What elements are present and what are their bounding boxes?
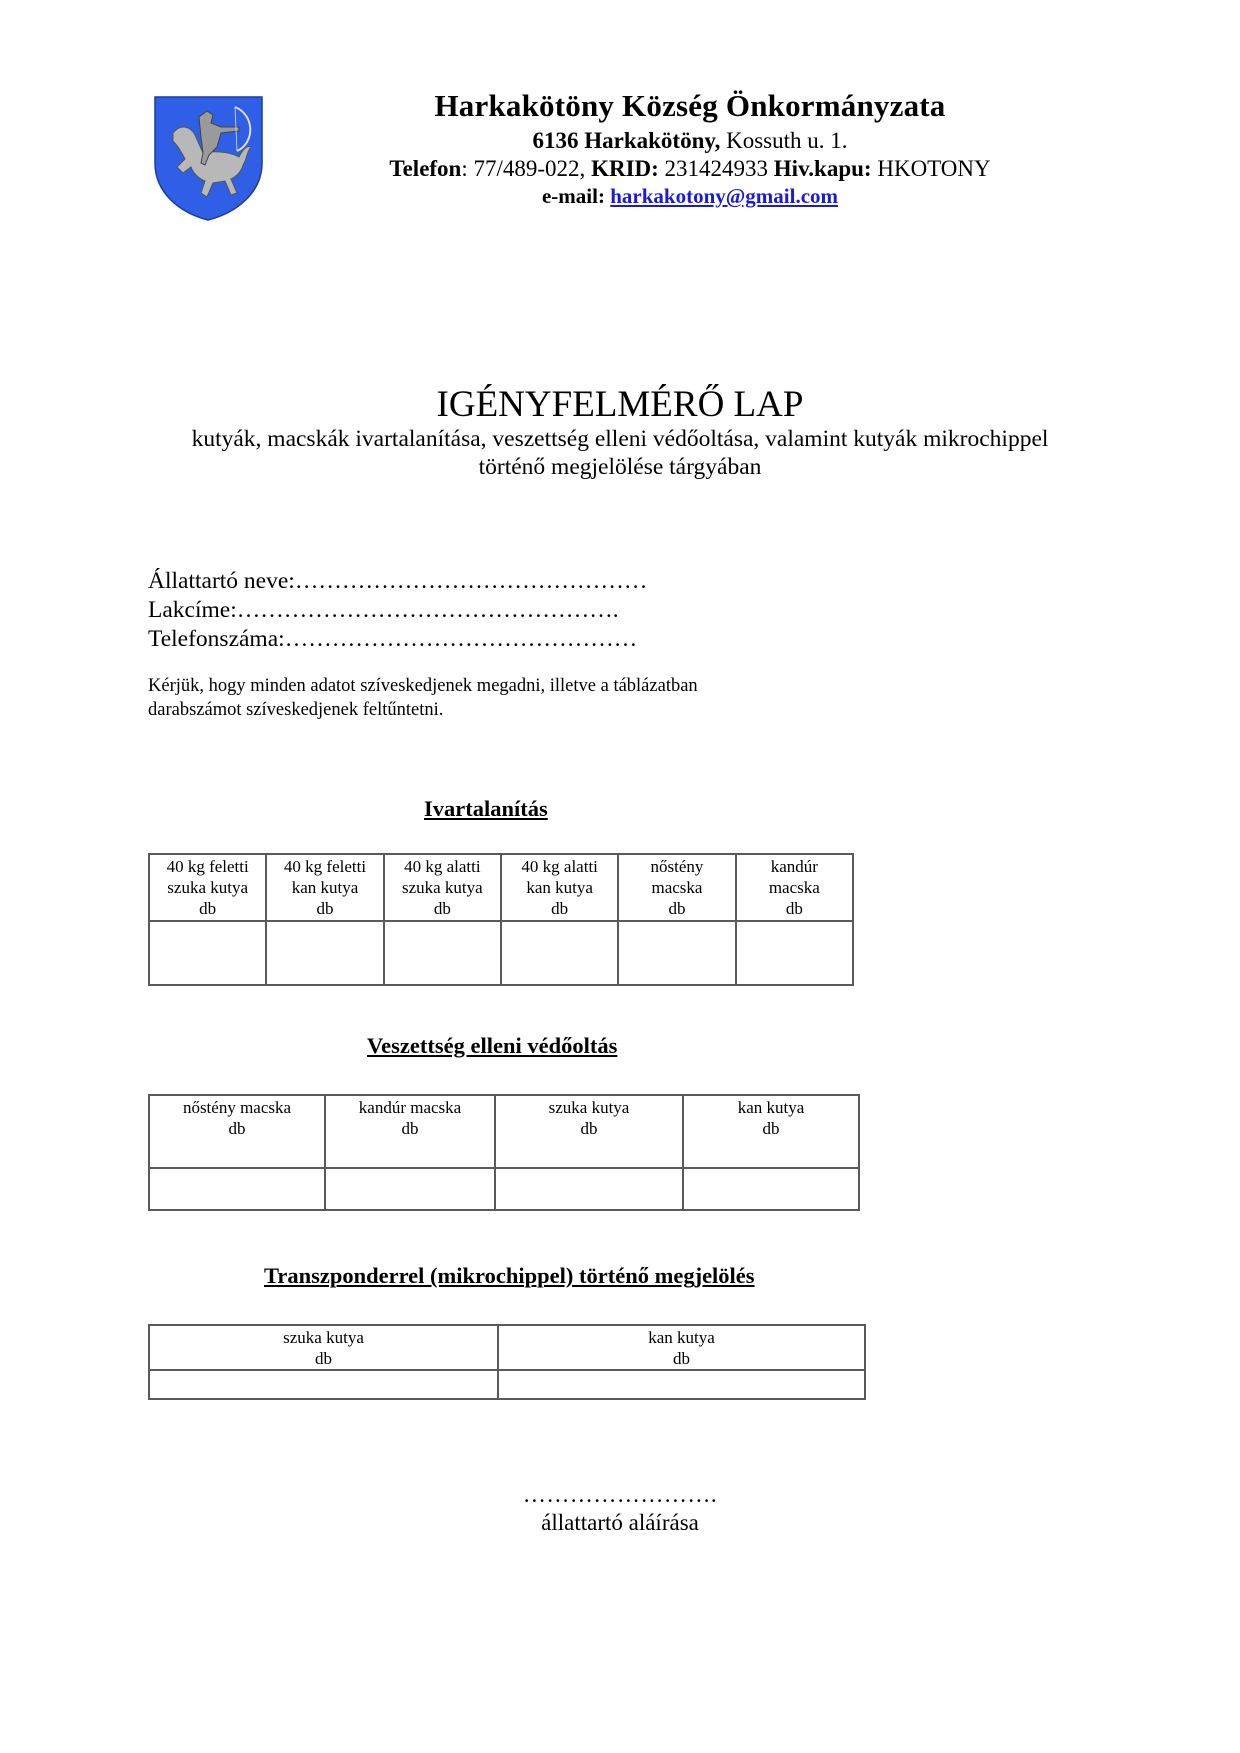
phone-blank[interactable]: ……………………………………… (284, 626, 638, 652)
quantity-cell[interactable] (736, 921, 853, 985)
quantity-cell[interactable] (149, 1168, 325, 1210)
column-header: kandúr macska db (325, 1095, 495, 1168)
section-heading-microchip: Transzponderrel (mikrochippel) történő megjelölés (264, 1263, 755, 1288)
phone-label: Telefonszáma: (148, 626, 285, 652)
column-header: nőstény macska db (149, 1095, 325, 1168)
table-input-row (149, 1168, 859, 1210)
column-header: szuka kutya db (149, 1325, 498, 1370)
contact-line (330, 156, 1050, 182)
municipality-name: Harkakötöny Község Önkormányzata (434, 88, 946, 123)
phone-value: : 77/489-022, (461, 156, 592, 181)
coat-of-arms-logo (151, 93, 266, 223)
krid-value: 231424933 (658, 156, 774, 181)
column-header: szuka kutya db (495, 1095, 683, 1168)
address-line (330, 128, 1050, 154)
krid-label: KRID: (591, 156, 659, 181)
quantity-cell[interactable] (501, 921, 618, 985)
quantity-cell[interactable] (325, 1168, 495, 1210)
quantity-cell[interactable] (384, 921, 501, 985)
address-city: 6136 Harkakötöny, (532, 128, 721, 153)
table-header-row (149, 1325, 865, 1370)
signature-line[interactable]: ……………………. (522, 1482, 718, 1507)
signature-label: állattartó aláírása (541, 1510, 699, 1535)
table-header-row (149, 1095, 859, 1168)
email-label: e-mail: (541, 184, 611, 208)
email-link[interactable]: harkakotony@gmail.com (610, 184, 839, 208)
instruction-note-line-2: darabszámot szíveskedjenek feltűntetni. (148, 700, 444, 720)
owner-name-blank[interactable]: ……………………………………… (294, 568, 648, 594)
quantity-cell[interactable] (266, 921, 383, 985)
column-header: 40 kg alatti szuka kutya db (384, 854, 501, 921)
quantity-cell[interactable] (683, 1168, 859, 1210)
column-header: 40 kg feletti szuka kutya db (149, 854, 266, 921)
column-header: 40 kg feletti kan kutya db (266, 854, 383, 921)
neutering-table (148, 853, 854, 986)
table-input-row (149, 1370, 865, 1399)
phone-field[interactable] (148, 626, 637, 653)
document-title: IGÉNYFELMÉRŐ LAP (436, 384, 804, 425)
owner-name-field[interactable] (148, 568, 647, 595)
microchip-table (148, 1324, 866, 1400)
column-header: kan kutya db (498, 1325, 865, 1370)
address-label: Lakcíme: (148, 597, 237, 623)
quantity-cell[interactable] (495, 1168, 683, 1210)
instruction-note-line-1: Kérjük, hogy minden adatot szíveskedjenek megadni, illetve a táblázatban (148, 676, 698, 696)
address-street: Kossuth u. 1. (720, 128, 848, 153)
address-blank[interactable]: …………………………………………. (236, 597, 619, 623)
quantity-cell[interactable] (149, 921, 266, 985)
document-subtitle-line-2: történő megjelölése tárgyában (478, 454, 762, 480)
owner-name-label: Állattartó neve: (148, 568, 295, 594)
hivkapu-value: HKOTONY (871, 156, 991, 181)
quantity-cell[interactable] (149, 1370, 498, 1399)
rabies-vaccination-table (148, 1094, 860, 1211)
column-header: 40 kg alatti kan kutya db (501, 854, 618, 921)
document-subtitle-line-1: kutyák, macskák ivartalanítása, veszettség elleni védőoltása, valamint kutyák mikrochippel (191, 426, 1049, 452)
section-heading-neutering: Ivartalanítás (424, 796, 548, 821)
quantity-cell[interactable] (498, 1370, 865, 1399)
section-heading-rabies-vaccination: Veszettség elleni védőoltás (367, 1033, 618, 1058)
quantity-cell[interactable] (618, 921, 735, 985)
hivkapu-label: Hiv.kapu: (773, 156, 872, 181)
table-header-row (149, 854, 853, 921)
phone-label: Telefon (389, 156, 462, 181)
column-header: nőstény macska db (618, 854, 735, 921)
table-input-row (149, 921, 853, 985)
address-field[interactable] (148, 597, 619, 624)
email-line (330, 184, 1050, 209)
column-header: kandúr macska db (736, 854, 853, 921)
column-header: kan kutya db (683, 1095, 859, 1168)
